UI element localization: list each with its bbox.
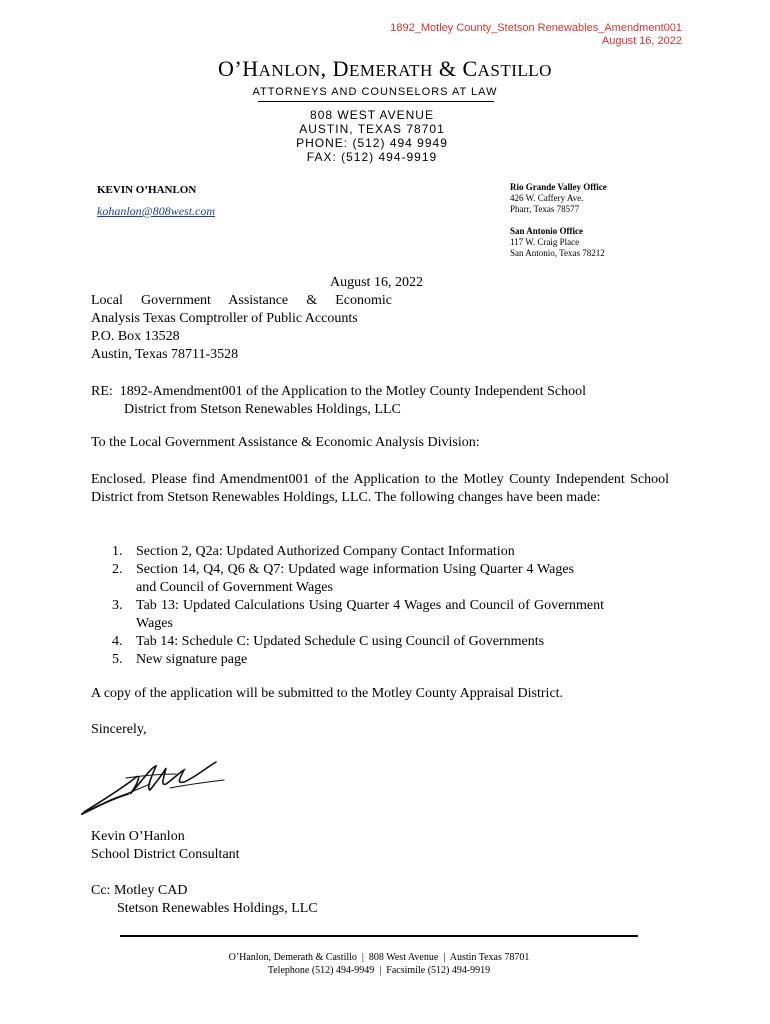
firm-name-part: ASTILLO [477, 61, 552, 80]
firm-subtitle: ATTORNEYS AND COUNSELORS AT LAW [252, 86, 498, 98]
footer-address: O’Hanlon, Demerath & Castillo | 808 West Avenue | Austin Texas 78701 [228, 952, 530, 963]
letter-date: August 16, 2022 [330, 275, 423, 290]
footer-divider [120, 935, 638, 937]
subject-line [91, 383, 681, 419]
list-item-number: 1. [112, 544, 123, 559]
office-address-line: Pharr, Texas 78577 [510, 204, 580, 214]
footer [0, 951, 758, 977]
document-header-label [390, 22, 682, 48]
letterhead-divider [258, 101, 494, 102]
signature-stroke [82, 794, 128, 814]
list-item-text: Tab 14: Schedule C: Updated Schedule C using Council of Governments [136, 634, 545, 649]
signer-title: School District Consultant [91, 847, 240, 862]
signature-image [80, 754, 230, 816]
firm-fax: FAX: (512) 494-9919 [306, 150, 438, 164]
subject-line-1: RE: 1892-Amendment001 of the Application to the Motley County Independent School [91, 384, 586, 399]
cc-block [91, 882, 318, 918]
firm-address-line: AUSTIN, TEXAS 78701 [299, 122, 445, 136]
office-address-line: San Antonio, Texas 78212 [510, 248, 605, 258]
recipient-address [91, 292, 392, 364]
list-item-text: Section 14, Q4, Q6 & Q7: Updated wage information Using Quarter 4 Wages and Council of Government Wages [136, 562, 574, 595]
subject-line-2: District from Stetson Renewables Holdings, LLC [124, 402, 401, 417]
changes-list [91, 543, 604, 669]
firm-name-part: O’H [218, 56, 259, 81]
recipient-line: P.O. Box 13528 [91, 329, 180, 344]
list-item-text: New signature page [136, 652, 248, 667]
list-item [91, 561, 604, 597]
firm-name-part: & C [432, 56, 478, 81]
list-item [91, 651, 604, 669]
body-paragraph: Enclosed. Please find Amendment001 of the Application to the Motley County Independent School District from Stetson Renewables Holdings, LLC. The following changes have been made: [91, 472, 669, 505]
copy-note: A copy of the application will be submitted to the Motley County Appraisal District. [91, 686, 564, 701]
recipient-line: Analysis Texas Comptroller of Public Accounts [91, 311, 358, 326]
office-address-line: 117 W. Craig Place [510, 237, 580, 247]
firm-address [0, 108, 744, 164]
footer-phone: Telephone (512) 494-9949 | Facsimile (512) 494-9919 [267, 965, 491, 976]
file-date: August 16, 2022 [601, 35, 682, 47]
list-item-text: Tab 13: Updated Calculations Using Quarter 4 Wages and Council of Government Wages [136, 598, 604, 631]
list-item [91, 633, 604, 651]
signer-block [91, 828, 240, 864]
firm-phone: PHONE: (512) 494 9949 [296, 136, 448, 150]
firm-name-part: EMERATH [349, 61, 433, 80]
list-item-text: Section 2, Q2a: Updated Authorized Company Contact Information [136, 544, 515, 559]
firm-name-part: ANLON [258, 61, 321, 80]
firm-name [0, 56, 770, 82]
firm-address-line: 808 WEST AVENUE [310, 108, 434, 122]
salutation: To the Local Government Assistance & Economic Analysis Division: [91, 435, 480, 450]
file-label: 1892_Motley County_Stetson Renewables_Amendment001 [390, 22, 682, 34]
list-item [91, 597, 604, 633]
attorney-name: KEVIN O’HANLON [97, 184, 197, 196]
attorney-email-link[interactable]: kohanlon@808west.com [97, 204, 216, 218]
office-san-antonio [510, 226, 605, 259]
recipient-line: Local Government Assistance & Economic [91, 293, 392, 308]
signer-name: Kevin O’Hanlon [91, 829, 185, 844]
office-title: San Antonio Office [510, 226, 584, 236]
list-item-number: 4. [112, 634, 123, 649]
office-address-line: 426 W. Caffery Ave. [510, 193, 584, 203]
recipient-line: Austin, Texas 78711-3528 [91, 347, 239, 362]
cc-line: Cc: Motley CAD [91, 883, 188, 898]
closing: Sincerely, [91, 722, 147, 737]
list-item-number: 2. [112, 562, 123, 577]
signature-stroke [90, 774, 224, 810]
list-item-number: 5. [112, 652, 123, 667]
firm-name-part: , D [320, 56, 350, 81]
office-rio-grande-valley [510, 182, 607, 215]
office-title: Rio Grande Valley Office [510, 182, 607, 192]
list-item [91, 543, 604, 561]
cc-line: Stetson Renewables Holdings, LLC [117, 901, 318, 916]
list-item-number: 3. [112, 598, 123, 613]
